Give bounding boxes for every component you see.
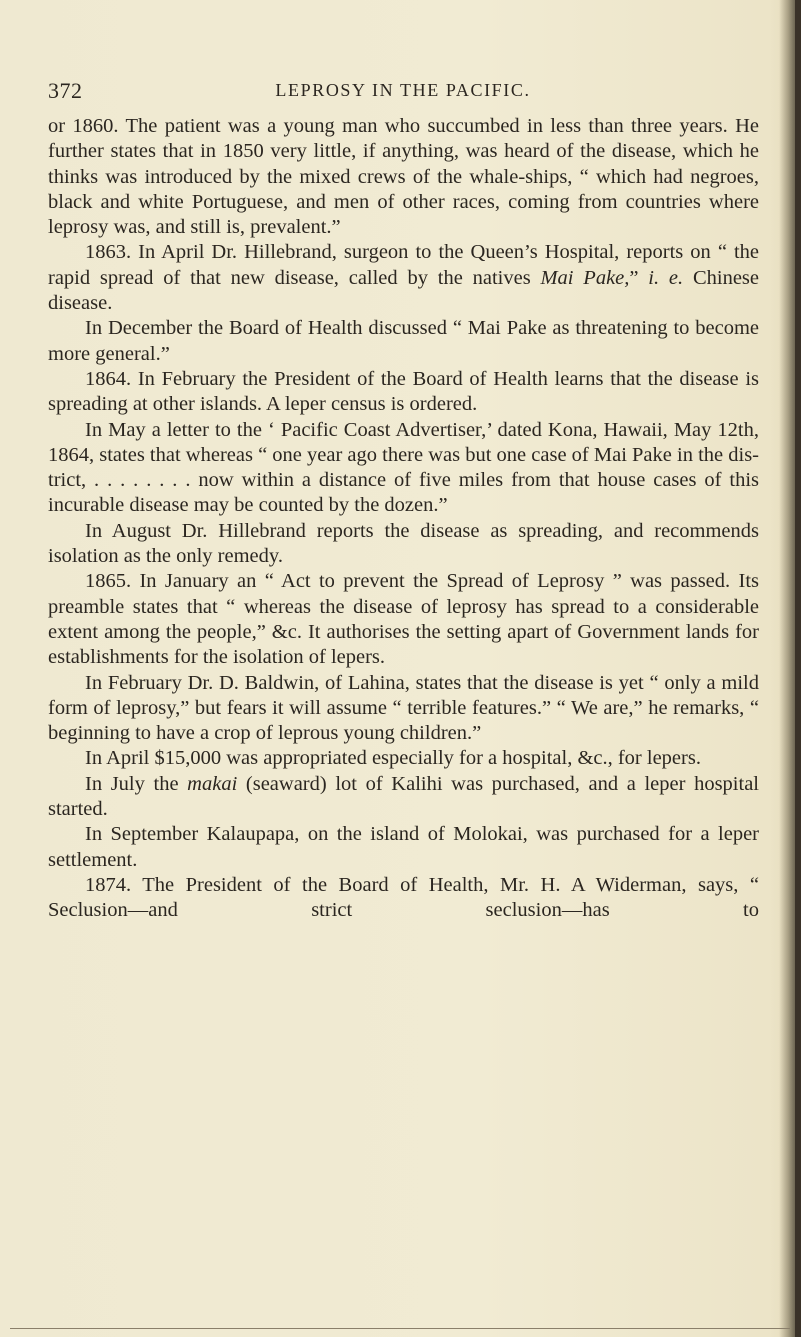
paragraph: [48, 873, 759, 924]
paragraph-text: In September Kalaupapa, on the island of Molokai, was purchased for a leper settlement.: [48, 823, 759, 871]
paragraph-text: In April $15,000 was appropriated especially for a hospital, &c., for lepers.: [85, 747, 701, 770]
paragraph: [48, 746, 759, 771]
body-text: [48, 114, 759, 924]
paragraph-text: ”: [629, 266, 649, 289]
page-number: 372: [48, 78, 83, 103]
italic-term: makai: [187, 772, 238, 795]
paragraph-text: (seaward) lot of Kalihi was purchased, and a leper hospital started.: [48, 772, 759, 821]
paragraph-text: or 1860. The patient was a young man who succumbed in less than three years. He further states that in 1850 very little, if anything, was heard of the disease, which he thinks was introduced by the mixed crews of the whale-ships, “ which had negroes, black and white Portuguese, and men of other races, coming from countries where leprosy was, and still is, prevalent.”: [48, 115, 759, 239]
paragraph-text: 1864. In February the President of the Board of Health learns that the disease is spreading at other islands. A leper census is ordered.: [48, 367, 759, 416]
running-head: LEPROSY IN THE PACIFIC.: [275, 80, 531, 100]
paragraph-text: In February Dr. D. Baldwin, of Lahina, states that the disease is yet “ only a mild form of leprosy,” but fears it will assume “ terrible features.” “ We are,” he remarks, “ beginning to have a crop of leprous young children.”: [48, 671, 759, 745]
italic-term: Mai Pake,: [540, 266, 630, 289]
italic-term: i. e.: [648, 266, 684, 289]
paragraph: [48, 569, 759, 670]
paragraph: [48, 418, 759, 519]
paragraph-text: In May a letter to the ‘ Pacific Coast Advertiser,’ dated Kona, Hawaii, May 12th, 1864, states that whereas “ one year ago there was but one case of Mai Pake in the district, . . . . . . . . now within a distance of five miles from that house cases of this incurable disease may be counted by the dozen.”: [48, 418, 759, 517]
page-edge: [795, 0, 801, 1337]
page-header: [48, 78, 758, 104]
paragraph-text: 1863. In April Dr. Hillebrand, surgeon to the Queen’s Hospital, reports on “ the rapid spread of that new disease, called by the natives: [48, 241, 759, 289]
paragraph: [48, 772, 759, 823]
paragraph: [48, 822, 759, 873]
paragraph-text: In August Dr. Hillebrand reports the disease as spreading, and recommends isolation as the only remedy.: [48, 519, 759, 568]
paragraph: [48, 367, 759, 418]
paragraph-text: In December the Board of Health discussed “ Mai Pake as threatening to become more general.”: [48, 317, 759, 365]
paragraph: [48, 114, 759, 240]
bottom-rule: [10, 1328, 790, 1329]
paragraph: [48, 671, 759, 747]
paragraph: [48, 519, 759, 570]
paragraph-text: 1874. The President of the Board of Health, Mr. H. A Widerman, says, “ Seclusion—and strict seclusion—has to: [48, 873, 759, 922]
paragraph-text: Chinese disease.: [48, 266, 760, 315]
paragraph-text: 1865. In January an “ Act to prevent the Spread of Leprosy ” was passed. Its preamble states that “ whereas the disease of leprosy has spread to a considerable extent among the people,” &c. It authorises the setting apart of Government lands for establishments for the isolation of lepers.: [48, 570, 759, 669]
paragraph: [48, 240, 759, 316]
paragraph: [48, 316, 759, 367]
paragraph-text: In July the: [85, 772, 188, 795]
